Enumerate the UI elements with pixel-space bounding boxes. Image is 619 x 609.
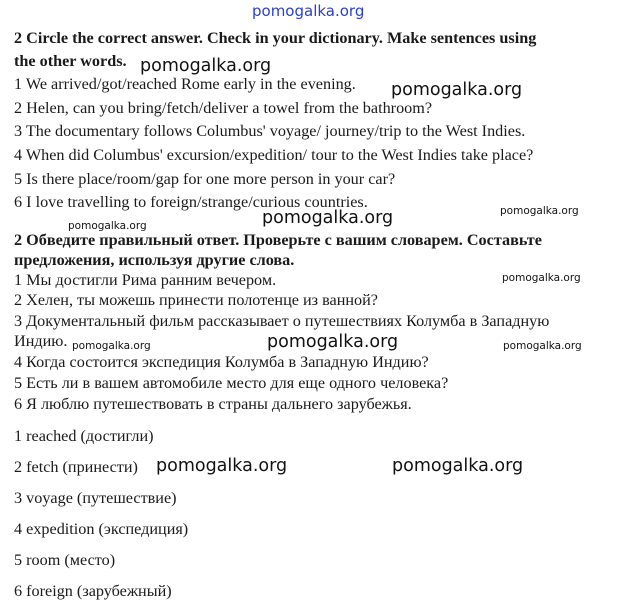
answer-4: 4 expedition (экспедиция) [14, 520, 189, 538]
exercise-item-ru-3: 3 Документальный фильм рассказывает о путешествиях Колумба в Западную [14, 312, 550, 330]
watermark: pomogalka.org [262, 208, 394, 228]
watermark: pomogalka.org [503, 340, 582, 352]
answer-2: 2 fetch (принести) [14, 458, 138, 476]
exercise-item-en-6: 6 I love travelling to foreign/strange/curious countries. [14, 193, 368, 211]
exercise-heading-ru-line2: предложения, используя другие слова. [14, 251, 295, 269]
exercise-item-en-3: 3 The documentary follows Columbus' voyage/ journey/trip to the West Indies. [14, 122, 526, 140]
exercise-item-ru-6: 6 Я люблю путешествовать в страны дальнего зарубежья. [14, 395, 412, 413]
exercise-item-ru-3-cont: Индию. [14, 332, 68, 350]
watermark-top: pomogalka.org [252, 2, 365, 20]
answer-3: 3 voyage (путешествие) [14, 489, 177, 507]
exercise-item-ru-4: 4 Когда состоится экспедиция Колумба в Западную Индию? [14, 353, 429, 371]
answer-1: 1 reached (достигли) [14, 427, 154, 445]
watermark: pomogalka.org [500, 205, 579, 217]
answer-5: 5 room (место) [14, 551, 116, 569]
exercise-item-ru-1: 1 Мы достигли Рима ранним вечером. [14, 271, 277, 289]
exercise-item-en-1: 1 We arrived/got/reached Rome early in the evening. [14, 75, 356, 93]
exercise-item-en-4: 4 When did Columbus' excursion/expedition/ tour to the West Indies take place? [14, 146, 534, 164]
watermark: pomogalka.org [392, 456, 524, 476]
exercise-item-ru-2: 2 Хелен, ты можешь принести полотенце из ванной? [14, 291, 378, 309]
watermark: pomogalka.org [140, 56, 272, 76]
exercise-heading-en-line1: 2 Circle the correct answer. Check in your dictionary. Make sentences using [14, 29, 537, 47]
exercise-item-ru-5: 5 Есть ли в вашем автомобиле место для еще одного человека? [14, 374, 449, 392]
watermark: pomogalka.org [267, 332, 399, 352]
watermark: pomogalka.org [156, 456, 288, 476]
watermark: pomogalka.org [391, 80, 523, 100]
exercise-heading-ru-line1: 2 Обведите правильный ответ. Проверьте с вашим словарем. Составьте [14, 231, 542, 249]
watermark: pomogalka.org [68, 220, 147, 232]
exercise-heading-en-line2: the other words. [14, 52, 127, 70]
watermark: pomogalka.org [72, 340, 151, 352]
watermark: pomogalka.org [502, 272, 581, 284]
answer-6: 6 foreign (зарубежный) [14, 582, 172, 600]
exercise-item-en-5: 5 Is there place/room/gap for one more person in your car? [14, 170, 396, 188]
exercise-item-en-2: 2 Helen, can you bring/fetch/deliver a towel from the bathroom? [14, 99, 433, 117]
